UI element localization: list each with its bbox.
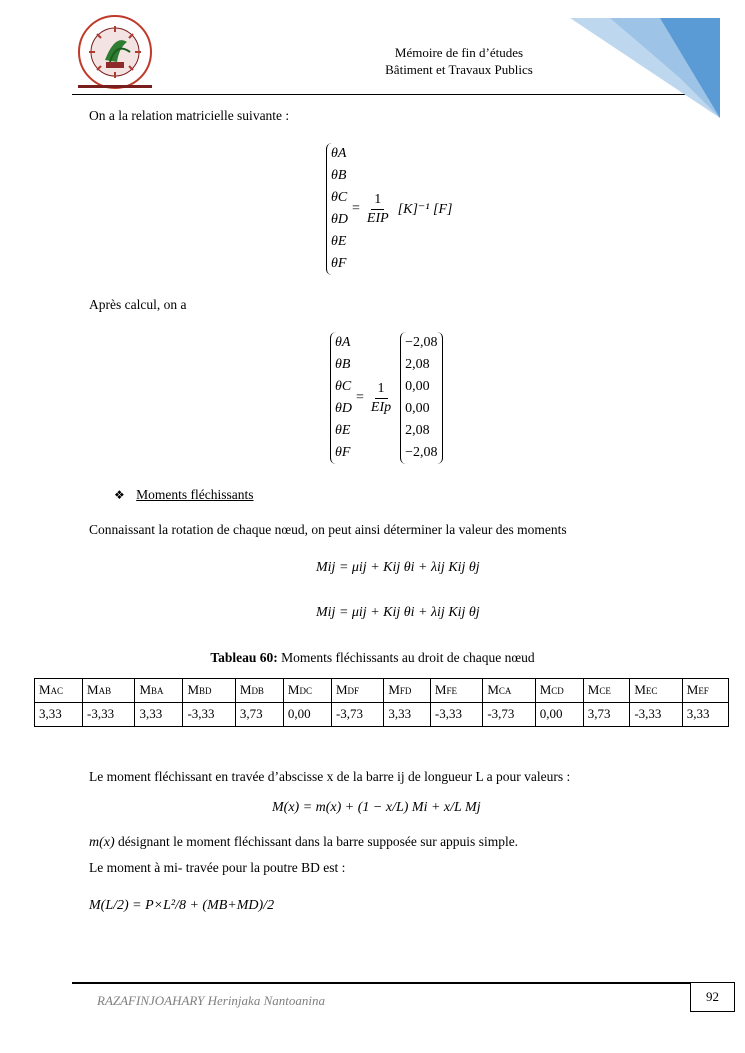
table-header-cell: MEF <box>682 679 728 703</box>
theta-item: θF <box>331 256 347 271</box>
table-cell: -3,33 <box>83 703 135 727</box>
paragraph-mx-definition <box>89 834 518 851</box>
footer-author: RAZAFINJOAHARY Herinjaka Nantoanina <box>97 993 325 1008</box>
value-item: −2,08 <box>405 335 438 350</box>
paragraph-span-moment: Le moment fléchissant en travée d’abscisse x de la barre ij de longueur L a pour valeurs : <box>89 769 571 784</box>
table-header-cell: MEC <box>630 679 682 703</box>
table-header-cell: MCD <box>535 679 583 703</box>
table-cell: -3,33 <box>630 703 682 727</box>
table-caption-text: Moments fléchissants au droit de chaque nœud <box>277 650 535 665</box>
header-title <box>359 44 559 78</box>
table-cell: -3,73 <box>483 703 535 727</box>
theta-vector <box>326 143 348 275</box>
school-logo-icon <box>72 12 158 94</box>
paragraph-text: désignant le moment fléchissant dans la barre supposée sur appuis simple. <box>114 834 519 849</box>
value-item: 0,00 <box>405 379 430 394</box>
theta-item: θB <box>335 357 351 372</box>
formula-mij: Mij = μij + Kij θi + λij Kij θj <box>316 560 480 575</box>
formula-mx: M(x) = m(x) + (1 − x/L) Mi + x/L Mj <box>272 800 481 815</box>
value-item: 0,00 <box>405 401 430 416</box>
equation-matrix-relation: θA θB θC θD θE θF = $\frac{1}{\text{EIP}}$ [K]⁻¹ [F] <box>326 144 452 274</box>
value-item: 2,08 <box>405 423 430 438</box>
theta-item: θD <box>335 401 352 416</box>
value-vector <box>400 332 442 464</box>
table-header-cell: MDB <box>235 679 283 703</box>
table-row <box>35 703 729 727</box>
table-cell: 0,00 <box>535 703 583 727</box>
theta-vector <box>330 332 352 464</box>
value-item: −2,08 <box>405 445 438 460</box>
section-heading <box>114 487 254 503</box>
diamond-bullet-icon: ❖ <box>114 488 125 502</box>
fraction-numerator: 1 <box>375 380 388 399</box>
table-header-cell: MCA <box>483 679 535 703</box>
header-line-2: Bâtiment et Travaux Publics <box>385 62 533 77</box>
table-header-cell: MBA <box>135 679 183 703</box>
theta-item: θF <box>335 445 351 460</box>
fraction-numerator: 1 <box>371 191 384 210</box>
theta-item: θC <box>335 379 352 394</box>
table-header-cell: MBD <box>183 679 235 703</box>
table-header-cell: MFE <box>430 679 482 703</box>
table-header-cell: MFD <box>384 679 431 703</box>
inline-math: m(x) <box>89 835 115 850</box>
table-cell: 3,33 <box>35 703 83 727</box>
theta-item: θD <box>331 212 348 227</box>
table-caption <box>0 650 745 666</box>
theta-item: θC <box>331 190 348 205</box>
table-header-cell: MCE <box>583 679 630 703</box>
section-title: Moments fléchissants <box>136 487 254 502</box>
table-header-cell: MDC <box>283 679 331 703</box>
page-number: 92 <box>706 989 719 1004</box>
table-header-row <box>35 679 729 703</box>
equation-theta-values: θA θB θC θD θE θF = $\frac{1}{\text{EIp}}$ −2,08 2,08 0,00 0,00 2,08 −2,08 <box>330 332 443 464</box>
table-cell: -3,73 <box>331 703 383 727</box>
paragraph-moments: Connaissant la rotation de chaque nœud, on peut ainsi déterminer la valeur des moments <box>89 522 567 537</box>
theta-item: θE <box>335 423 351 438</box>
table-header-cell: MAB <box>83 679 135 703</box>
moments-table <box>34 678 729 727</box>
table-cell: -3,33 <box>430 703 482 727</box>
theta-item: θE <box>331 234 347 249</box>
fraction <box>368 380 394 417</box>
paragraph-after-calc: Après calcul, on a <box>89 297 187 312</box>
table-cell: 3,33 <box>135 703 183 727</box>
table-cell: 3,33 <box>682 703 728 727</box>
theta-item: θA <box>335 335 351 350</box>
fraction-denominator: EIp <box>370 399 392 415</box>
paragraph-intro: On a la relation matricielle suivante : <box>89 108 290 123</box>
table-header-cell: MAC <box>35 679 83 703</box>
footer-rule <box>72 982 690 984</box>
formula-mid-span: M(L/2) = P×L²/8 + (MB+MD)/2 <box>89 898 275 913</box>
value-item: 2,08 <box>405 357 430 372</box>
table-cell: 3,73 <box>235 703 283 727</box>
page-number-box <box>690 982 735 1012</box>
header-line-1: Mémoire de fin d’études <box>394 45 524 60</box>
table-header-cell: MDF <box>331 679 383 703</box>
table-cell: 0,00 <box>283 703 331 727</box>
matrix-product: [K]⁻¹ [F] <box>397 201 453 217</box>
theta-item: θA <box>331 146 347 161</box>
header-logo <box>72 12 158 94</box>
fraction-denominator: EIP <box>366 210 389 226</box>
table-cell: 3,73 <box>583 703 630 727</box>
theta-item: θB <box>331 168 347 183</box>
corner-decoration <box>570 18 720 118</box>
formula-mij: Mij = μij + Kij θi + λij Kij θj <box>316 605 480 620</box>
table-cell: 3,33 <box>384 703 431 727</box>
table-caption-label: Tableau 60: <box>210 650 278 665</box>
fraction <box>364 191 392 228</box>
paragraph-mid-span: Le moment à mi- travée pour la poutre BD est : <box>89 860 346 875</box>
table-cell: -3,33 <box>183 703 235 727</box>
